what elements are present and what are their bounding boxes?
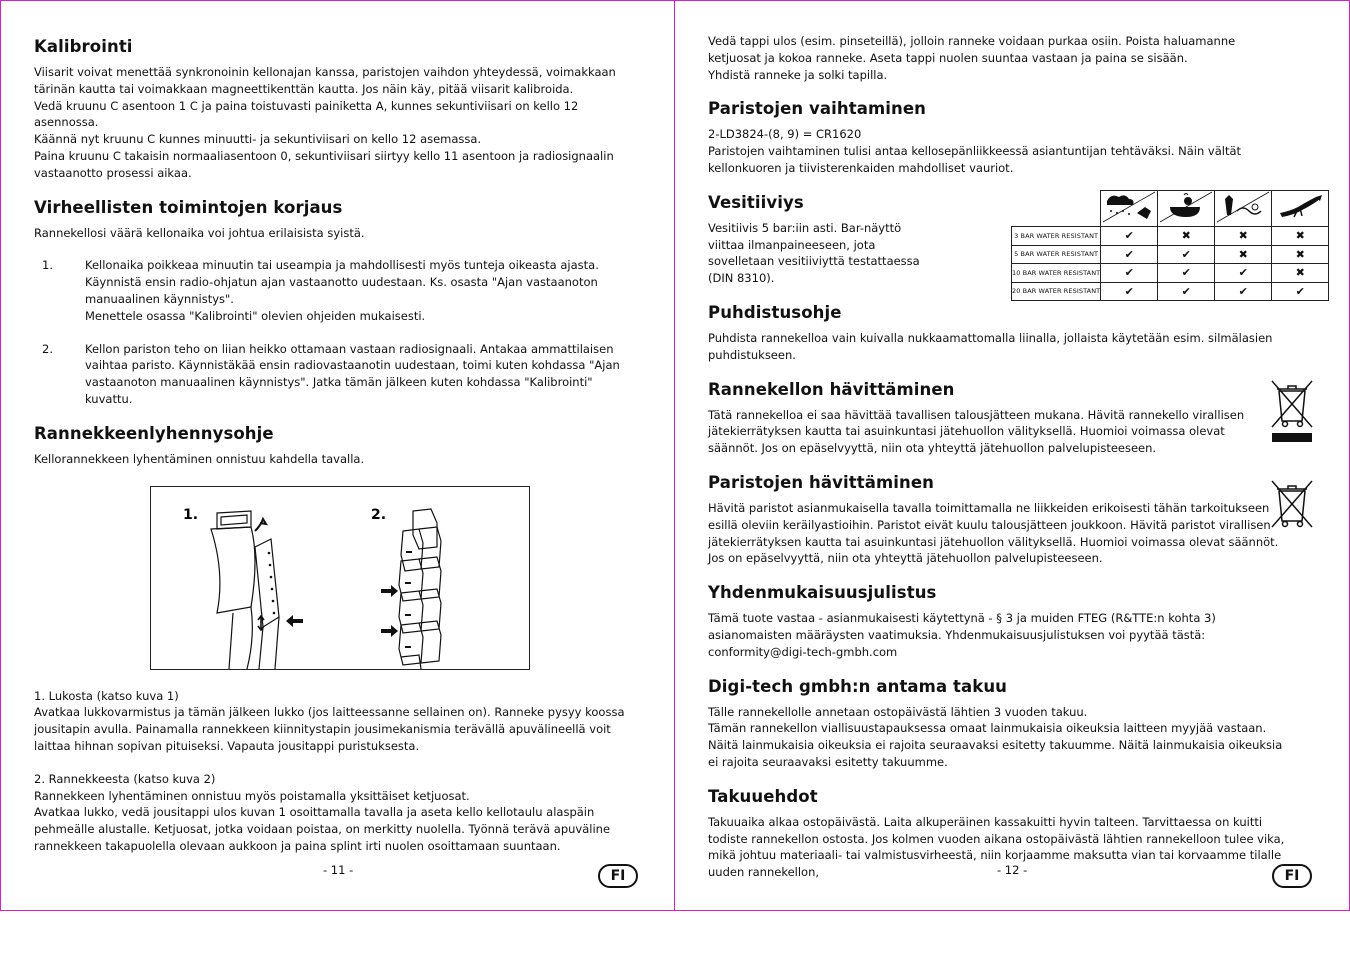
language-badge: FI xyxy=(1272,864,1312,888)
list-item-text: Käynnistä ensin radio-ohjatun ajan vastaanotto uudestaan. Ks. osasta "Ajan vastaanoton manuaalinen käynnistys". xyxy=(85,275,598,306)
yhdenmukaisuus-text: Tämä tuote vastaa - asianmukaisesti käytettynä - § 3 ja muiden FTEG (R&TTE:n kohta 3) asianomaisten määräysten vaatimuksia. Yhdenmukaisuusjulistuksen voi pyytää tästä: conformity@digi-tech-gmbh.com xyxy=(708,611,1216,659)
left-column xyxy=(34,25,639,855)
lyhennys-intro: Kellorannekkeen lyhentäminen onnistuu kahdella tavalla. xyxy=(34,451,365,466)
kalibrointi-line-1: Viisarit voivat menettää synkronoinin kellonajan kanssa, paristojen vaihdon yhteydessä, voimakkaan tärinän kautta tai voimakkaan magneettikenttän kautta. Jos näin käy, pitää viisarit kalibroida. xyxy=(34,65,616,96)
check-mark: ✔ xyxy=(1158,264,1215,283)
right-arrow-icon xyxy=(381,625,398,637)
cross-mark: ✖ xyxy=(1272,264,1329,283)
heading-paristojen-havittaminen: Paristojen hävittäminen xyxy=(708,472,934,492)
intro-line-2: Yhdistä ranneke ja solki tapilla. xyxy=(708,67,888,82)
list-item-extra: Menettele osassa "Kalibrointi" olevien ohjeiden mukaisesti. xyxy=(85,308,426,323)
check-mark: ✔ xyxy=(1101,282,1158,301)
heading-takuuehdot: Takuuehdot xyxy=(708,786,818,806)
heading-takuu: Digi-tech gmbh:n antama takuu xyxy=(708,676,1008,696)
table-row-label: 20 BAR WATER RESISTANT xyxy=(1012,282,1101,301)
battery-spec: 2-LD3824-(8, 9) = CR1620 xyxy=(708,127,862,142)
vesitiiviys-text: Vesitiivis 5 bar:iin asti. Bar-näyttö viittaa ilmanpaineeseen, jota sovelletaan vesitiiviyttä testattaessa (DIN 8310). xyxy=(708,220,920,286)
havittaminen-text: Tätä rannekelloa ei saa hävittää tavallisen talousjätteen mukana. Hävitä rannekello virallisen jätekierrätyksen kautta tai asuinkuntasi jätehuollon välityksellä. Huomioi voimassa olevat säännöt. Jos on epäselvyyttä, niin ota yhteyttä jätehuollon palvelupisteeseen. xyxy=(708,407,1245,456)
list-item xyxy=(34,257,639,324)
heading-virheelliset: Virheellisten toimintojen korjaus xyxy=(34,197,343,217)
virheelliset-intro: Rannekellosi väärä kellonaika voi johtua erilaisista syistä. xyxy=(34,225,365,240)
kalibrointi-line-3: Käännä nyt kruunu C kunnes minuutti- ja sekuntiviisari on kello 12 asemassa. xyxy=(34,132,482,147)
check-mark: ✔ xyxy=(1101,227,1158,246)
heading-paristot: Paristojen vaihtaminen xyxy=(708,99,927,119)
heading-yhdenmukaisuus: Yhdenmukaisuusjulistus xyxy=(708,583,937,603)
link-pin-marks xyxy=(405,551,412,648)
rotate-arrow-icon xyxy=(255,519,266,531)
left-arrow-icon xyxy=(286,615,303,627)
page-number: - 12 - xyxy=(997,863,1028,877)
crossed-bin-icon xyxy=(1269,379,1315,445)
crossed-bin-icon xyxy=(1269,479,1315,529)
step2-text1: Rannekkeen lyhentäminen onnistuu myös poistamalla yksittäiset ketjuosat. xyxy=(34,788,470,803)
list-number: 2. xyxy=(42,341,53,356)
heading-puhdistus: Puhdistusohje xyxy=(708,302,842,322)
water-resistance-table xyxy=(1011,190,1329,301)
strap-illustration xyxy=(151,487,529,669)
link-chain-drawing xyxy=(399,509,441,669)
step2-title: 2. Rannekkeesta (katso kuva 2) xyxy=(34,771,216,786)
check-mark: ✔ xyxy=(1158,282,1215,301)
page-number: - 11 - xyxy=(323,863,354,877)
cross-mark: ✖ xyxy=(1272,227,1329,246)
list-item-bold: Kellon pariston teho on liian heikko ottamaan vastaan radiosignaali. xyxy=(85,341,477,356)
figure-label-1: 1. xyxy=(183,506,199,523)
intro-line-1: Vedä tappi ulos (esim. pinseteillä), jolloin ranneke voidaan purkaa osiin. Poista haluamanne ketjuosat ja kokoa ranneke. Aseta tappi nuolen suuntaa vastaan ja paina se sisään. xyxy=(708,34,1236,65)
swimming-icon xyxy=(1215,191,1272,227)
table-row-label: 3 BAR WATER RESISTANT xyxy=(1012,227,1101,246)
heading-kalibrointi: Kalibrointi xyxy=(34,37,133,56)
cross-mark: ✖ xyxy=(1215,245,1272,264)
paristot-text: Paristojen vaihtaminen tulisi antaa kellosepänliikkeessä asiantuntijan tehtäväksi. Näin vältät kellonkuoren ja tiivisterenkaiden mahdolliset vauriot. xyxy=(708,144,1242,175)
check-mark: ✔ xyxy=(1158,245,1215,264)
list-item xyxy=(34,341,639,408)
strap-holes xyxy=(268,551,276,614)
check-mark: ✔ xyxy=(1272,282,1329,301)
kalibrointi-line-4: Paina kruunu C takaisin normaaliasentoon 0, sekuntiviisari siirtyy kello 11 asentoon ja radiosignaalin vastaanotto prosessi aikaa. xyxy=(34,148,614,180)
cross-mark: ✖ xyxy=(1272,245,1329,264)
takuuehdot-text: Takuuaika alkaa ostopäivästä. Laita alkuperäinen kassakuitti hyvin talteen. Tarvittaessa on kuitti todiste rannekellon ostosta. Jos kolmen vuoden aikana ostopäivästä lähtien rannekelloon tulee vika, mikä johtuu materiaali- tai valmistusvirheestä, niin korjaamme maksutta vian tai korvaamme tilalle uuden rannekellon, xyxy=(708,814,1285,880)
step1-title: 1. Lukosta (katso kuva 1) xyxy=(34,688,179,703)
right-arrow-icon xyxy=(381,585,398,597)
puhdistus-text: Puhdista rannekelloa vain kuivalla nukkaamattomalla liinalla, jollaista käytetään esim. silmälasien puhdistukseen. xyxy=(708,330,1273,362)
table-row-label: 10 BAR WATER RESISTANT xyxy=(1012,264,1101,283)
rain-splash-icon xyxy=(1101,191,1158,227)
page-12 xyxy=(674,0,1350,911)
cross-mark: ✖ xyxy=(1215,227,1272,246)
cross-mark: ✖ xyxy=(1158,227,1215,246)
step1-text: Avatkaa lukkovarmistus ja tämän jälkeen lukko (jos laitteessanne sellainen on). Ranneke pysyy koossa jousitapin avulla. Painamalla rannekkeen kiinnitystapin jousimekanismia terävällä apuvälineellä voit laittaa hihnan sopivan pituiseksi. Vapauta jousitappi puristuksesta. xyxy=(34,705,625,753)
list-item-bold: Kellonaika poikkeaa minuutin tai useampia ja mahdollisesti myös tunteja oikeasta ajasta. xyxy=(85,258,599,273)
takuu-line-2: Tämän rannekellon viallisuustapauksessa omaat lainmukaisia oikeuksia laitteen myyjää vastaan. Näitä lainmukaisia oikeuksia ei rajoita seuraavaksi esitetty takuumme. Näitä lainmukaisia oikeuksia ei rajoita seuraavaksi esitetty takuumme. xyxy=(708,721,1283,769)
check-mark: ✔ xyxy=(1215,264,1272,283)
clasp-drawing xyxy=(211,511,279,669)
heading-lyhennys: Rannekkeenlyhennysohje xyxy=(34,423,274,443)
language-badge: FI xyxy=(598,864,638,888)
kalibrointi-line-2: Vedä kruunu C asentoon 1 C ja paina toistuvasti painiketta A, kunnes sekuntiviisari on kello 12 asennossa. xyxy=(34,98,579,130)
check-mark: ✔ xyxy=(1215,282,1272,301)
diving-icon xyxy=(1272,191,1329,227)
step2-text2: Avatkaa lukko, vedä jousitappi ulos kuvan 1 osoittamalla tavalla ja aseta kello kellotaulu alaspäin pehmeälle alustalle. Ketjuosat, jotka voidaan poistaa, on merkitty nuolella. Työnnä terävä apuväline rannekkeen takapuolella olevaan aukkoon ja paina splint irti nuolen osoittamaan suuntaan. xyxy=(34,805,611,853)
paristojen-havittaminen-text: Hävitä paristot asianmukaisella tavalla toimittamalla ne liikkeiden erikoisesti tähän tarkoitukseen esillä oleviin keräilyastioihin. Paristot eivät kuulu talousjätteen joukkoon. Hävitä paristot virallisen jätekierrätyksen kautta tai asuinkuntasi jätehuollon välityksellä. Huomioi voimassa olevat säännöt. Jos on epäselvyyttä, niin ota yhteyttä jätehuollon palvelupisteeseen. xyxy=(708,500,1279,566)
figure-label-2: 2. xyxy=(371,506,387,523)
list-number: 1. xyxy=(42,258,53,273)
check-mark: ✔ xyxy=(1101,264,1158,283)
table-row-label: 5 BAR WATER RESISTANT xyxy=(1012,245,1101,264)
list-item-text: Antakaa ammattilaisen vaihtaa paristo. Käynnistäkää ensin radiovastaanotin uudestaan, toimi kuten kohdassa "Ajan vastaanoton manuaalinen käynnistys". Jatka tämän jälkeen kuten kohdassa "Kalibrointi" kuvattu. xyxy=(85,341,620,406)
takuu-line-1: Tälle rannekellolle annetaan ostopäivästä lähtien 3 vuoden takuu. xyxy=(708,704,1088,719)
heading-vesitiiviys: Vesitiiviys xyxy=(708,192,804,212)
strap-shortening-diagram xyxy=(150,486,530,670)
bath-icon xyxy=(1158,191,1215,227)
heading-havittaminen: Rannekellon hävittäminen xyxy=(708,379,955,399)
check-mark: ✔ xyxy=(1101,245,1158,264)
page-11 xyxy=(0,0,675,911)
